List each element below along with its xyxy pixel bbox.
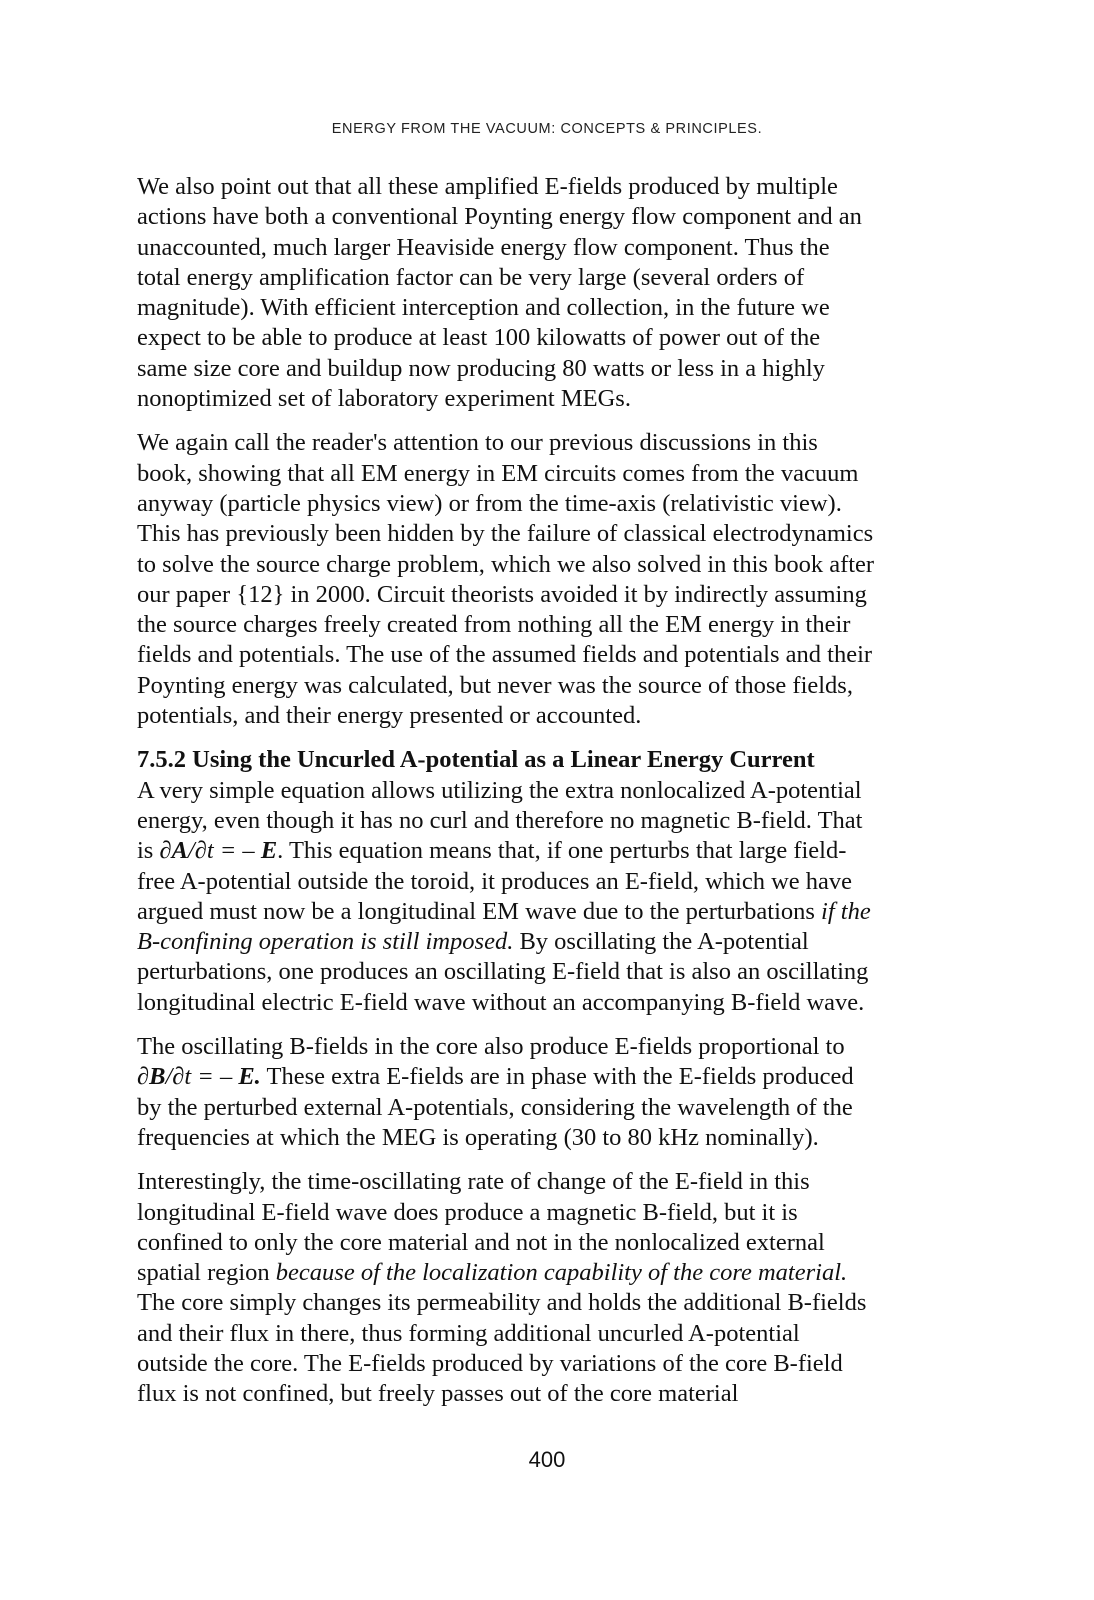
text-line: potentials, and their energy presented or accounted. [137, 702, 642, 730]
equation-fragment: /∂t = – [187, 837, 261, 865]
text-line: total energy amplification factor can be very large (several orders of [137, 263, 805, 291]
text-line: This has previously been hidden by the failure of classical electrodynamics [137, 520, 874, 548]
section-7-5-2 [137, 745, 957, 1018]
page-number: 400 [528, 1447, 566, 1472]
text-line: perturbations, one produces an oscillating E-field that is also an oscillating [137, 958, 869, 986]
section-heading: 7.5.2 Using the Uncurled A-potential as a Linear Energy Current [137, 746, 815, 774]
text-line: longitudinal electric E-field wave without an accompanying B-field wave. [137, 988, 865, 1016]
text-line-equation [137, 1062, 957, 1092]
text-line: Interestingly, the time-oscillating rate of change of the E-field in this [137, 1168, 810, 1196]
italic-fragment: because of the localization capability of the core material. [275, 1259, 848, 1287]
text-line: outside the core. The E-fields produced by variations of the core B-field [137, 1349, 843, 1377]
text-fragment: is [137, 837, 160, 865]
italic-fragment: if the [821, 897, 871, 925]
text-line: the source charges freely created from nothing all the EM energy in their [137, 611, 851, 639]
equation-fragment: /∂t = – [165, 1063, 239, 1091]
text-line: to solve the source charge problem, which we also solved in this book after [137, 550, 875, 578]
paragraph-energy-amplification [137, 172, 957, 414]
text-line: unaccounted, much larger Heaviside energy flow component. Thus the [137, 233, 830, 261]
text-line: The oscillating B-fields in the core also produce E-fields proportional to [137, 1033, 845, 1061]
text-fragment: These extra E-fields are in phase with the E-fields produced [260, 1063, 854, 1091]
equation-da-dt [159, 837, 277, 864]
text-line: by the perturbed external A-potentials, considering the wavelength of the [137, 1093, 853, 1121]
text-fragment: By oscillating the A-potential [513, 928, 809, 956]
text-line: confined to only the core material and not in the nonlocalized external [137, 1228, 825, 1256]
italic-fragment: B-confining operation is still imposed. [137, 928, 514, 956]
text-line: our paper {12} in 2000. Circuit theorists avoided it by indirectly assuming [137, 580, 867, 608]
equation-symbol-e: E. [238, 1063, 261, 1091]
text-line [137, 897, 957, 927]
text-fragment: argued must now be a longitudinal EM wave due to the perturbations [137, 897, 822, 925]
paragraph-oscillating-b-fields [137, 1032, 957, 1153]
text-line: longitudinal E-field wave does produce a magnetic B-field, but it is [137, 1198, 798, 1226]
text-line: magnitude). With efficient interception and collection, in the future we [137, 294, 830, 322]
text-line: expect to be able to produce at least 100 kilowatts of power out of the [137, 324, 821, 352]
text-line: We also point out that all these amplified E-fields produced by multiple [137, 173, 838, 200]
text-line: fields and potentials. The use of the assumed fields and potentials and their [137, 641, 873, 669]
paragraph-vacuum-energy [137, 428, 957, 731]
text-fragment: spatial region [137, 1259, 276, 1287]
text-line [137, 927, 957, 957]
text-line: energy, even though it has no curl and therefore no magnetic B-field. That [137, 806, 863, 834]
text-fragment: . This equation means that, if one perturbs that large field- [277, 837, 847, 865]
text-line: Poynting energy was calculated, but never was the source of those fields, [137, 671, 853, 699]
text-line: We again call the reader's attention to our previous discussions in this [137, 429, 818, 457]
running-header: ENERGY FROM THE VACUUM: CONCEPTS & PRINCIPLES. [331, 121, 763, 137]
text-line: free A-potential outside the toroid, it produces an E-field, which we have [137, 867, 853, 895]
equation-db-dt [137, 1063, 261, 1090]
text-line: book, showing that all EM energy in EM circuits comes from the vacuum [137, 459, 859, 487]
text-line: frequencies at which the MEG is operating (30 to 80 kHz nominally). [137, 1123, 819, 1151]
equation-symbol-e: E [260, 837, 278, 865]
equation-symbol-a: ∂A [159, 837, 188, 865]
text-line-equation [137, 836, 957, 866]
text-line [137, 1258, 957, 1288]
text-line: A very simple equation allows utilizing the extra nonlocalized A-potential [137, 776, 862, 804]
text-line: anyway (particle physics view) or from the time-axis (relativistic view). [137, 489, 842, 517]
body-text [137, 172, 957, 1424]
text-line: The core simply changes its permeability and holds the additional B-fields [137, 1289, 867, 1317]
text-line: same size core and buildup now producing 80 watts or less in a highly [137, 354, 825, 382]
text-line: nonoptimized set of laboratory experiment MEGs. [137, 385, 631, 413]
text-line: flux is not confined, but freely passes out of the core material [137, 1380, 739, 1408]
text-line: and their flux in there, thus forming additional uncurled A-potential [137, 1319, 800, 1347]
paragraph-core-localization [137, 1167, 957, 1409]
text-line: actions have both a conventional Poynting energy flow component and an [137, 203, 862, 231]
equation-symbol-b: ∂B [137, 1063, 166, 1091]
